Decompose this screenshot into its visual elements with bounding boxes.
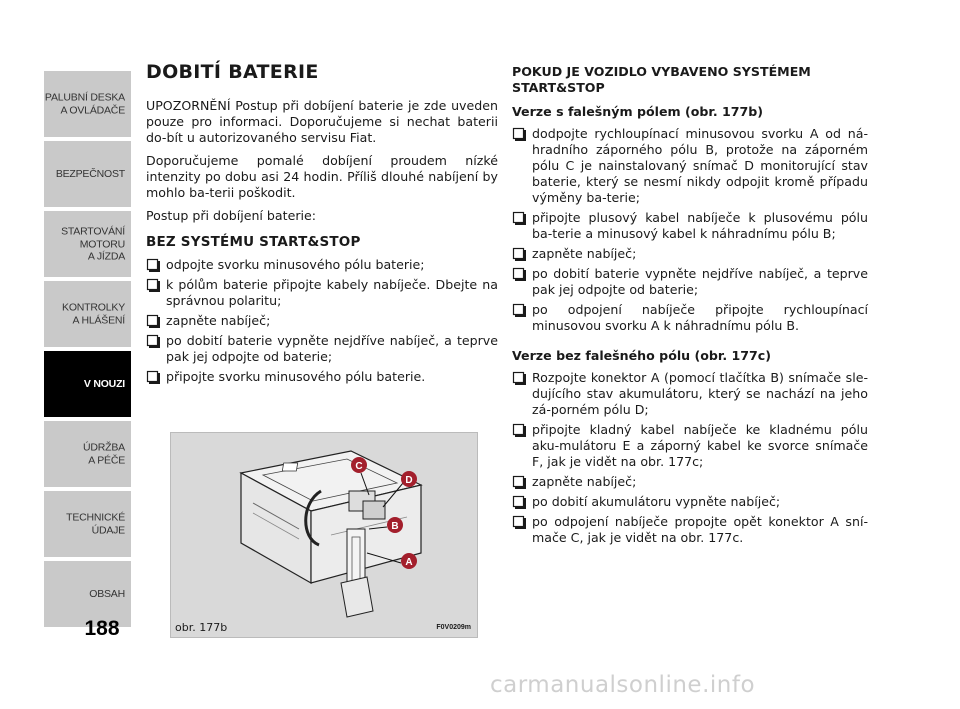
list-item: zapněte nabíječ;: [512, 474, 868, 490]
list-item: zapněte nabíječ;: [512, 246, 868, 262]
list-item: po odpojení nabíječe připojte rychloupínací minusovou svorku A k náhradnímu pólu B.: [512, 302, 868, 334]
tab-obsah[interactable]: OBSAH: [44, 561, 131, 627]
steps-list-no-startstop: [146, 257, 498, 385]
checkbox-bullet-icon: [146, 370, 160, 384]
list-item: připojte plusový kabel nabíječe k plusovému pólu ba-terie a minusový kabel k náhradnímu pólu B;: [512, 210, 868, 242]
startstop-title: POKUD JE VOZIDLO VYBAVENO SYSTÉMEM START&STOP: [512, 64, 811, 95]
page-number: 188: [84, 617, 120, 640]
callout-a: A: [405, 557, 413, 568]
tab-startovani[interactable]: STARTOVÁNÍ MOTORU A JÍZDA: [44, 211, 131, 277]
callout-d: D: [405, 475, 413, 486]
list-item: připojte svorku minusového pólu baterie.: [146, 369, 498, 385]
recommendation-paragraph: Doporučujeme pomalé dobíjení proudem nízké intenzity po dobu asi 24 hodin. Příliš dlouhé nabíjení by mohlo ba-terii poškodit.: [146, 153, 498, 200]
checkbox-bullet-icon: [512, 495, 526, 509]
checkbox-bullet-icon: [512, 515, 526, 529]
list-item: připojte kladný kabel nabíječe ke kladnému pólu aku-mulátoru E a záporný kabel ke svorce snímače F, jak je vidět na obr. 177c;: [512, 422, 868, 470]
checkbox-bullet-icon: [512, 423, 526, 437]
subheading-false-pole: Verze s falešným pólem (obr. 177b): [512, 104, 764, 119]
list-item: po odpojení nabíječe propojte opět konektor A sní-mače C, jak je vidět na obr. 177c.: [512, 514, 868, 546]
warning-label: UPOZORNĚNÍ: [146, 98, 231, 113]
left-column: [146, 60, 498, 393]
checkbox-bullet-icon: [146, 258, 160, 272]
list-item: odpojte svorku minusového pólu baterie;: [146, 257, 498, 273]
list-item: dodpojte rychloupínací minusovou svorku A od ná-hradního záporného pólu B, protože na záporném pólu C je nainstalovaný snímač D monitorující stav baterie, který se nesmí nikdy odpojit kromě případu výměny ba-terie;: [512, 126, 868, 206]
page-title: DOBITÍ BATERIE: [146, 61, 319, 83]
subheading-no-false-pole: Verze bez falešného pólu (obr. 177c): [512, 348, 772, 363]
list-item: po dobití baterie vypněte nejdříve nabíječ, a teprve pak jej odpojte od baterie;: [512, 266, 868, 298]
checkbox-bullet-icon: [512, 247, 526, 261]
list-item: po dobití baterie vypněte nejdříve nabíječ, a teprve pak jej odpojte od baterie;: [146, 333, 498, 365]
steps-list-no-false-pole: [512, 370, 868, 546]
checkbox-bullet-icon: [146, 278, 160, 292]
tab-technicke-udaje[interactable]: TECHNICKÉ ÚDAJE: [44, 491, 131, 557]
checkbox-bullet-icon: [512, 371, 526, 385]
section-title-no-startstop: BEZ SYSTÉMU START&STOP: [146, 234, 361, 250]
list-item: zapněte nabíječ;: [146, 313, 498, 329]
procedure-intro: Postup při dobíjení baterie:: [146, 208, 316, 223]
warning-paragraph: [146, 98, 498, 146]
watermark: carmanualsonline.info: [490, 672, 756, 698]
list-item: po dobití akumulátoru vypněte nabíječ;: [512, 494, 868, 510]
tab-kontrolky[interactable]: KONTROLKY A HLÁŠENÍ: [44, 281, 131, 347]
tab-bezpecnost[interactable]: BEZPEČNOST: [44, 141, 131, 207]
checkbox-bullet-icon: [146, 334, 160, 348]
tab-v-nouzi[interactable]: V NOUZI: [44, 351, 131, 417]
tab-udrzba[interactable]: ÚDRŽBA A PÉČE: [44, 421, 131, 487]
checkbox-bullet-icon: [512, 267, 526, 281]
right-column: [512, 64, 868, 554]
checkbox-bullet-icon: [512, 127, 526, 141]
checkbox-bullet-icon: [512, 211, 526, 225]
figure-code: F0V0209m: [436, 624, 471, 631]
chapter-tabs: [44, 71, 131, 631]
figure-caption: obr. 177b: [175, 621, 228, 634]
checkbox-bullet-icon: [512, 475, 526, 489]
callout-c: C: [355, 461, 363, 472]
checkbox-bullet-icon: [146, 314, 160, 328]
steps-list-false-pole: [512, 126, 868, 334]
battery-illustration: [171, 433, 477, 637]
list-item: Rozpojte konektor A (pomocí tlačítka B) snímače sle-dujícího stav akumulátoru, který se nachází na jeho zá-porném pólu D;: [512, 370, 868, 418]
callout-b: B: [391, 521, 399, 532]
list-item: k pólům baterie připojte kabely nabíječe. Dbejte na správnou polaritu;: [146, 277, 498, 309]
tab-palubni-deska[interactable]: PALUBNÍ DESKA A OVLÁDAČE: [44, 71, 131, 137]
warning-text: Postup při dobíjení baterie je zde uveden pouze pro informaci. Doporučujeme si nechat baterii do-bít u autorizovaného servisu Fiat.: [146, 98, 498, 145]
checkbox-bullet-icon: [512, 303, 526, 317]
battery-figure: [170, 432, 478, 638]
